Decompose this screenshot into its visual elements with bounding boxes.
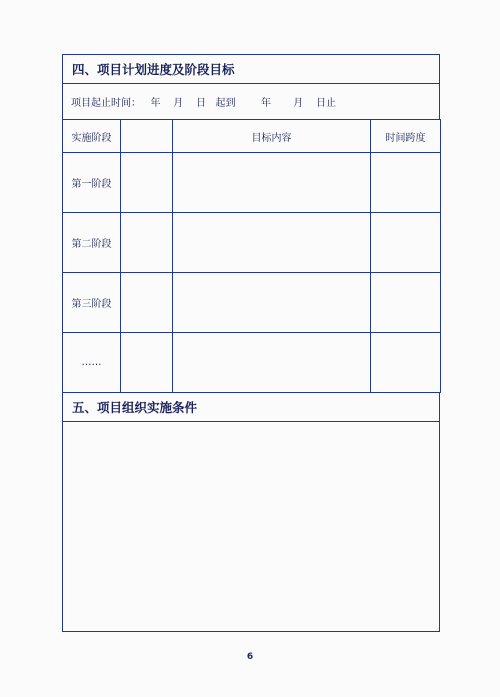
- stage-label: 第二阶段: [63, 213, 121, 273]
- section-5-title: [62, 392, 440, 422]
- time-span-cell[interactable]: [371, 213, 441, 273]
- section-5-title-text: 五、项目组织实施条件: [72, 400, 198, 415]
- start-year-unit: 年: [150, 98, 161, 109]
- project-period-row: [62, 84, 440, 119]
- end-day-unit: 日止: [315, 98, 336, 109]
- implementation-conditions-field[interactable]: [62, 422, 440, 632]
- start-day-unit: 日: [195, 98, 206, 109]
- period-to-text: 起到: [215, 98, 236, 109]
- goal-content-cell[interactable]: [173, 153, 371, 213]
- goal-content-cell[interactable]: [173, 273, 371, 333]
- blank-cell[interactable]: [121, 273, 173, 333]
- section-4-title-text: 四、项目计划进度及阶段目标: [72, 62, 235, 77]
- table-row: [63, 273, 441, 333]
- page-number: 6: [246, 652, 254, 662]
- time-span-cell[interactable]: [371, 333, 441, 393]
- table-row: [63, 153, 441, 213]
- header-time-span: 时间跨度: [371, 120, 441, 153]
- header-stage: 实施阶段: [63, 120, 121, 153]
- blank-cell[interactable]: [121, 213, 173, 273]
- plan-table-header-row: [63, 120, 441, 153]
- header-blank: [121, 120, 173, 153]
- end-month-unit: 月: [293, 98, 304, 109]
- stage-label: 第一阶段: [63, 153, 121, 213]
- blank-cell[interactable]: [121, 333, 173, 393]
- blank-cell[interactable]: [121, 153, 173, 213]
- goal-content-cell[interactable]: [173, 213, 371, 273]
- project-period-label: 项目起止时间：: [71, 98, 141, 109]
- time-span-cell[interactable]: [371, 153, 441, 213]
- goal-content-cell[interactable]: [173, 333, 371, 393]
- header-goal-content: 目标内容: [173, 120, 371, 153]
- table-row: [63, 333, 441, 393]
- stage-label: 第三阶段: [63, 273, 121, 333]
- plan-table: [62, 119, 441, 393]
- stage-label: ……: [63, 333, 121, 393]
- table-row: [63, 213, 441, 273]
- end-year-unit: 年: [260, 98, 271, 109]
- section-4-title: [62, 54, 440, 84]
- start-month-unit: 月: [173, 98, 184, 109]
- time-span-cell[interactable]: [371, 273, 441, 333]
